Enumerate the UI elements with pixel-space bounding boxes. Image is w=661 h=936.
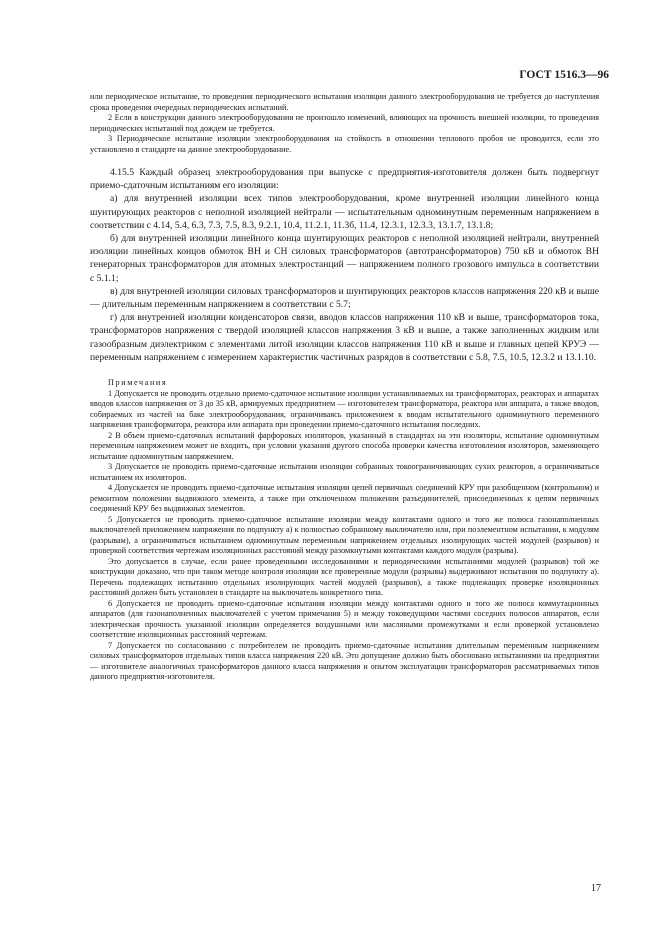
page-number: 17 <box>591 883 601 894</box>
section-intro: 4.15.5 Каждый образец электрооборудования при выпуске с предприятия-изготовителя должен быть подвергнут приемо-сдаточным испытаниям его изоляции: <box>90 167 599 192</box>
section-item: а) для внутренней изоляции всех типов электрооборудования, кроме внутренней изоляции линейного конца шунтирующих реакторов с неполной изоляцией нейтрали — испытательным одноминутным переменным напряжением в соответствии с 4.14, 5.4, 6.3, 7.3, 7.5, 8.3, 9.2.1, 10.4, 11.2.1, 11.3б, 11.4, 12.3.1, 12.3.3, 13.1.7, 13.1.8; <box>90 193 599 231</box>
note-paragraph: 2 В объем приемо-сдаточных испытаний фарфоровых изоляторов, указанный в стандартах на эти изоляторы, испытание одноминутным переменным напряжением может не входить, при условии указания другого способа проверки качества изготовления изоляторов, заменяющего испытание одноминутным напряжением. <box>90 430 599 461</box>
section-item: б) для внутренней изоляции линейного конца шунтирующих реакторов с неполной изоляцией нейтрали, внутренней изоляции линейных концов обмоток ВН и СН силовых трансформаторов (автотрансформаторов) 750 кВ и обмоток ВН генераторных трансформаторов для атомных электростанций — напряжением полного грозового импульса в соответствии с 5.1.1; <box>90 233 599 284</box>
note-paragraph: Это допускается в случае, если ранее проведенными исследованиями и периодическими испытаниями модулей (разрывов) той же конструкции доказано, что при таком методе контроля изоляции все проверенные модули (разрывы) выдерживают испытания по подпункту а). Перечень подлежащих испытанию отдельных изолирующих частей модулей (разрывов), а также подлежащих проверке изоляционных расстояний должен быть установлен в стандарте на выключатель конкретного типа. <box>90 556 599 598</box>
document-header: ГОСТ 1516.3—96 <box>519 69 609 81</box>
note-paragraph: 6 Допускается не проводить приемо-сдаточные испытания изоляции между контактами одного и того же полюса коммутационных аппаратов (для газонаполненных выключателей с учетом примечания 5) и между токоведущими частями соседних полюсов аппаратов, если электрическая прочность указанной изоляции определяется воздушными или масляными промежутками и если проверкой установлено соответствие изоляционных расстояний чертежам. <box>90 598 599 640</box>
note-paragraph: 7 Допускается по согласованию с потребителем не проводить приемо-сдаточные испытания длительным переменным напряжением силовых трансформаторов отдельных типов класса напряжения 220 кВ. Это допущение должно быть обосновано испытаниями на предприятии — изготовителе аналогичных трансформаторов данного класса напряжения и опытом эксплуатации трансформаторов рассматриваемых типов данного предприятия-изготовителя. <box>90 640 599 682</box>
note-paragraph: 5 Допускается не проводить приемо-сдаточное испытание изоляции между контактами одного и того же полюса газонаполненных выключателей приложением напряжения по подпункту а) к полностью собранному выключателю или, при поэлементном испытании, к модулям (разрывам), а ограничиваться испытанием одноминутным переменным напряжением отдельных изолирующих частей модулей (разрывов) и проверкой соответствия чертежам изоляционных расстояний между разомкнутыми контактами каждого модуля (разрыва). <box>90 514 599 556</box>
note-paragraph: 1 Допускается не проводить отдельно приемо-сдаточное испытание изоляции устанавливаемых на трансформаторах, реакторах и аппаратах вводов классов напряжения от 3 до 35 кВ, армируемых предприятием — изготовителем трансформатора, реактора или аппарата, а также вводов, собираемых из частей на баке электрооборудования, ограничиваясь приложением к вводам испытательного одноминутного переменного напряжения трансформатора, реактора или аппарата при проведении приемо-сдаточного испытания последних. <box>90 388 599 430</box>
continuation-paragraph: или периодическое испытание, то проведения периодического испытания изоляции данного электрооборудования не требуется до наступления срока проведения очередных периодических испытаний. <box>90 92 599 112</box>
note-paragraph: 2 Если в конструкции данного электрооборудования не произошло изменений, влияющих на прочность внешней изоляции, то проведения периодических испытаний под дождем не требуется. <box>90 113 599 133</box>
section-item: г) для внутренней изоляции конденсаторов связи, вводов классов напряжения 110 кВ и выше, трансформаторов тока, трансформаторов напряжения с твердой изоляцией классов напряжения 3 кВ и выше, а также заполненных жидким или газообразным диэлектриком с элементами литой изоляции классов напряжения 110 кВ и выше и главных цепей КРУЭ — переменным напряжением с измерением характеристик частичных разрядов в соответствии с 5.8, 7.5, 10.5, 12.3.2 и 13.1.10. <box>90 312 599 363</box>
document-body <box>90 92 599 683</box>
note-paragraph: 4 Допускается не проводить приемо-сдаточные испытания изоляции цепей первичных соединений КРУ при разобщенном (контрольном) и ремонтном положении выдвижного элемента, а также при отключенном положении разъединителей, присоединенных к цепям первичных соединений КРУ без выдвижных элементов. <box>90 483 599 514</box>
note-paragraph: 3 Допускается не проводить приемо-сдаточные испытания изоляции собранных токоограничивающих сухих реакторов, а ограничиваться испытанием их изоляторов. <box>90 462 599 482</box>
section-item: в) для внутренней изоляции силовых трансформаторов и шунтирующих реакторов классов напряжения 220 кВ и выше — длительным переменным напряжением в соответствии с 5.7; <box>90 285 599 311</box>
notes-title: Примечания <box>108 378 168 388</box>
note-paragraph: 3 Периодическое испытание изоляции электрооборудования на стойкость в отношении теплового пробоя не проводится, если это установлено в стандарте на данное электрооборудование. <box>90 134 599 154</box>
